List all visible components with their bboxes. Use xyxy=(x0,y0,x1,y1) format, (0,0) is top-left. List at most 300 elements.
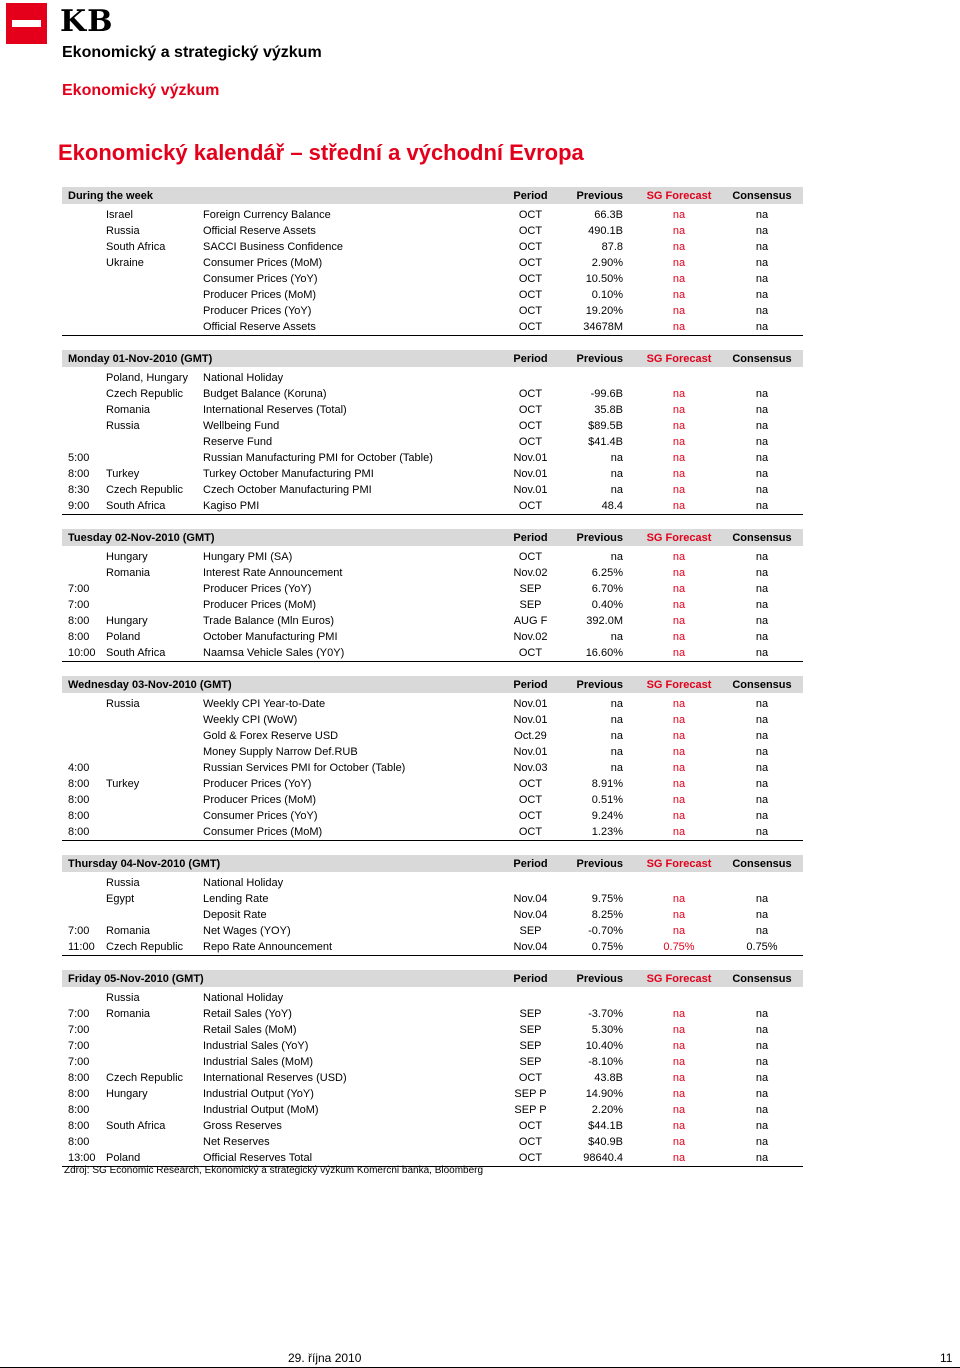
row-sg-forecast: na xyxy=(672,225,686,237)
column-period: Period xyxy=(513,679,548,691)
row-consensus: na xyxy=(755,1104,769,1116)
row-sg-forecast: na xyxy=(672,698,686,710)
row-sg-forecast: na xyxy=(672,778,686,790)
row-indicator: National Holiday xyxy=(203,877,284,889)
table-row xyxy=(62,498,803,514)
row-consensus: na xyxy=(755,826,769,838)
row-previous: 35.8B xyxy=(594,404,623,416)
row-sg-forecast: na xyxy=(672,1088,686,1100)
table-row xyxy=(62,744,803,760)
row-time: 13:00 xyxy=(68,1152,96,1164)
row-time: 9:00 xyxy=(68,500,90,512)
row-period: OCT xyxy=(518,289,543,301)
table-row xyxy=(62,645,803,661)
table-row xyxy=(62,581,803,597)
row-previous: 87.8 xyxy=(601,241,623,253)
row-previous: na xyxy=(610,551,623,563)
row-indicator: Naamsa Vehicle Sales (Y0Y) xyxy=(203,647,345,659)
row-period: OCT xyxy=(518,1120,543,1132)
row-period: Nov.04 xyxy=(513,909,548,921)
row-sg-forecast: na xyxy=(672,925,686,937)
row-period: OCT xyxy=(518,794,543,806)
row-consensus: 0.75% xyxy=(746,941,778,953)
calendar-section xyxy=(62,676,803,841)
row-indicator: Producer Prices (YoY) xyxy=(203,583,312,595)
column-sg-forecast: SG Forecast xyxy=(646,858,712,870)
row-country: Poland xyxy=(106,631,141,643)
row-consensus: na xyxy=(755,746,769,758)
row-previous: -3.70% xyxy=(588,1008,623,1020)
table-row xyxy=(62,565,803,581)
row-period: SEP xyxy=(519,1008,542,1020)
row-sg-forecast: na xyxy=(672,909,686,921)
row-period: OCT xyxy=(518,225,543,237)
table-row xyxy=(62,255,803,271)
row-country: Ukraine xyxy=(106,257,144,269)
table-row xyxy=(62,287,803,303)
row-sg-forecast: na xyxy=(672,599,686,611)
row-sg-forecast: na xyxy=(672,1104,686,1116)
kb-logo-icon xyxy=(6,3,47,44)
row-indicator: Deposit Rate xyxy=(203,909,267,921)
row-consensus: na xyxy=(755,404,769,416)
row-period: OCT xyxy=(518,1136,543,1148)
row-indicator: Consumer Prices (MoM) xyxy=(203,826,323,838)
row-sg-forecast: na xyxy=(672,257,686,269)
row-previous: 1.23% xyxy=(591,826,623,838)
column-period: Period xyxy=(513,973,548,985)
table-row xyxy=(62,319,803,335)
row-period: SEP xyxy=(519,925,542,937)
table-row xyxy=(62,1006,803,1022)
row-period: SEP xyxy=(519,583,542,595)
row-time: 8:00 xyxy=(68,794,90,806)
row-period: Nov.04 xyxy=(513,941,548,953)
row-indicator: Trade Balance (Mln Euros) xyxy=(203,615,335,627)
row-time: 8:00 xyxy=(68,631,90,643)
row-period: OCT xyxy=(518,436,543,448)
row-period: Nov.04 xyxy=(513,893,548,905)
row-consensus: na xyxy=(755,500,769,512)
row-period: OCT xyxy=(518,305,543,317)
row-indicator: Net Reserves xyxy=(203,1136,270,1148)
column-previous: Previous xyxy=(576,858,623,870)
row-consensus: na xyxy=(755,893,769,905)
table-row xyxy=(62,386,803,402)
row-previous: 34678M xyxy=(583,321,623,333)
table-row xyxy=(62,434,803,450)
row-indicator: Lending Rate xyxy=(203,893,269,905)
column-sg-forecast: SG Forecast xyxy=(646,973,712,985)
section-header xyxy=(62,676,803,693)
row-time: 5:00 xyxy=(68,452,90,464)
row-previous: na xyxy=(610,714,623,726)
table-row xyxy=(62,824,803,840)
row-country: Czech Republic xyxy=(106,484,184,496)
row-period: Oct.29 xyxy=(514,730,547,742)
row-sg-forecast: na xyxy=(672,1072,686,1084)
row-sg-forecast: 0.75% xyxy=(663,941,695,953)
row-period: SEP xyxy=(519,1056,542,1068)
row-period: OCT xyxy=(518,321,543,333)
row-indicator: Wellbeing Fund xyxy=(203,420,280,432)
table-row xyxy=(62,712,803,728)
row-indicator: Czech October Manufacturing PMI xyxy=(203,484,372,496)
row-time: 7:00 xyxy=(68,1040,90,1052)
row-consensus: na xyxy=(755,1040,769,1052)
row-time: 7:00 xyxy=(68,1056,90,1068)
row-country: South Africa xyxy=(106,500,166,512)
row-previous: 16.60% xyxy=(585,647,623,659)
department-title: Ekonomický a strategický výzkum xyxy=(62,44,322,61)
row-indicator: SACCI Business Confidence xyxy=(203,241,344,253)
row-period: OCT xyxy=(518,551,543,563)
row-previous: -8.10% xyxy=(588,1056,623,1068)
table-row xyxy=(62,223,803,239)
source-note: Zdroj: SG Economic Research, Ekonomický a strategický výzkum Komercni banka, Bloomberg xyxy=(64,1165,484,1176)
page-number: 11 xyxy=(940,1351,953,1365)
row-consensus: na xyxy=(755,810,769,822)
table-row xyxy=(62,1086,803,1102)
row-sg-forecast: na xyxy=(672,305,686,317)
row-consensus: na xyxy=(755,551,769,563)
row-country: Russia xyxy=(106,992,140,1004)
row-previous: 6.70% xyxy=(591,583,623,595)
row-indicator: Consumer Prices (MoM) xyxy=(203,257,323,269)
row-consensus: na xyxy=(755,730,769,742)
section-header xyxy=(62,529,803,546)
row-period: OCT xyxy=(518,388,543,400)
row-consensus: na xyxy=(755,1088,769,1100)
table-row xyxy=(62,613,803,629)
row-sg-forecast: na xyxy=(672,1120,686,1132)
row-indicator: October Manufacturing PMI xyxy=(203,631,338,643)
column-sg-forecast: SG Forecast xyxy=(646,679,712,691)
row-period: Nov.02 xyxy=(513,631,548,643)
row-indicator: Reserve Fund xyxy=(203,436,273,448)
row-indicator: Official Reserves Total xyxy=(203,1152,313,1164)
row-period: OCT xyxy=(518,1072,543,1084)
row-consensus: na xyxy=(755,698,769,710)
table-row xyxy=(62,271,803,287)
row-period: SEP xyxy=(519,1024,542,1036)
row-indicator: Budget Balance (Koruna) xyxy=(203,388,327,400)
row-indicator: Interest Rate Announcement xyxy=(203,567,343,579)
row-previous: na xyxy=(610,746,623,758)
row-previous: 19.20% xyxy=(585,305,623,317)
row-consensus: na xyxy=(755,1152,769,1164)
row-indicator: International Reserves (USD) xyxy=(203,1072,347,1084)
row-time: 8:00 xyxy=(68,1072,90,1084)
row-consensus: na xyxy=(755,599,769,611)
table-row xyxy=(62,303,803,319)
row-period: Nov.01 xyxy=(513,714,548,726)
row-period: AUG F xyxy=(513,615,548,627)
row-sg-forecast: na xyxy=(672,1008,686,1020)
row-previous: $89.5B xyxy=(588,420,623,432)
row-period: SEP xyxy=(519,599,542,611)
footer-date: 29. října 2010 xyxy=(288,1351,362,1365)
section-header xyxy=(62,350,803,367)
row-previous: 10.50% xyxy=(585,273,623,285)
row-time: 8:30 xyxy=(68,484,90,496)
row-indicator: Russian Services PMI for October (Table) xyxy=(203,762,406,774)
table-row xyxy=(62,418,803,434)
row-country: Poland, Hungary xyxy=(106,372,188,384)
row-consensus: na xyxy=(755,209,769,221)
row-country: Egypt xyxy=(106,893,135,905)
table-row xyxy=(62,907,803,923)
row-previous: 48.4 xyxy=(601,500,623,512)
column-period: Period xyxy=(513,532,548,544)
row-country: South Africa xyxy=(106,241,166,253)
section-header xyxy=(62,187,803,204)
row-indicator: Retail Sales (YoY) xyxy=(203,1008,292,1020)
department-subtitle: Ekonomický výzkum xyxy=(62,82,220,99)
row-consensus: na xyxy=(755,615,769,627)
column-consensus: Consensus xyxy=(732,679,792,691)
column-consensus: Consensus xyxy=(732,190,792,202)
row-time: 8:00 xyxy=(68,468,90,480)
row-sg-forecast: na xyxy=(672,1136,686,1148)
column-previous: Previous xyxy=(576,353,623,365)
calendar-section xyxy=(62,970,803,1167)
row-sg-forecast: na xyxy=(672,810,686,822)
row-period: OCT xyxy=(518,241,543,253)
row-time: 10:00 xyxy=(68,647,96,659)
row-country: Hungary xyxy=(106,551,148,563)
table-row xyxy=(62,808,803,824)
section-header xyxy=(62,855,803,872)
row-sg-forecast: na xyxy=(672,321,686,333)
row-previous: 98640.4 xyxy=(583,1152,623,1164)
row-previous: 2.20% xyxy=(591,1104,623,1116)
table-row xyxy=(62,696,803,712)
row-country: Russia xyxy=(106,420,140,432)
row-sg-forecast: na xyxy=(672,273,686,285)
row-period: SEP xyxy=(519,1040,542,1052)
row-previous: -99.6B xyxy=(590,388,623,400)
row-sg-forecast: na xyxy=(672,1024,686,1036)
table-row xyxy=(62,1022,803,1038)
table-row xyxy=(62,891,803,907)
section-title: During the week xyxy=(68,190,153,202)
row-indicator: National Holiday xyxy=(203,372,284,384)
row-time: 8:00 xyxy=(68,1136,90,1148)
row-time: 11:00 xyxy=(68,941,95,953)
row-country: Czech Republic xyxy=(106,941,184,953)
row-indicator: Industrial Output (YoY) xyxy=(203,1088,314,1100)
row-indicator: Turkey October Manufacturing PMI xyxy=(203,468,374,480)
row-previous: na xyxy=(610,452,623,464)
row-sg-forecast: na xyxy=(672,746,686,758)
row-indicator: Official Reserve Assets xyxy=(203,321,316,333)
row-previous: 8.25% xyxy=(591,909,623,921)
calendar-section xyxy=(62,187,803,336)
row-consensus: na xyxy=(755,1056,769,1068)
row-indicator: Net Wages (YOY) xyxy=(203,925,291,937)
row-consensus: na xyxy=(755,289,769,301)
row-previous: na xyxy=(610,698,623,710)
table-row xyxy=(62,728,803,744)
row-period: OCT xyxy=(518,1152,543,1164)
row-indicator: Consumer Prices (YoY) xyxy=(203,273,318,285)
row-indicator: International Reserves (Total) xyxy=(203,404,347,416)
calendar-section xyxy=(62,350,803,515)
row-period: OCT xyxy=(518,209,543,221)
row-indicator: Weekly CPI Year-to-Date xyxy=(203,698,326,710)
table-row xyxy=(62,760,803,776)
table-row xyxy=(62,207,803,223)
row-period: Nov.01 xyxy=(513,698,548,710)
row-sg-forecast: na xyxy=(672,583,686,595)
row-time: 7:00 xyxy=(68,599,90,611)
row-previous: $44.1B xyxy=(588,1120,623,1132)
row-time: 8:00 xyxy=(68,778,90,790)
row-consensus: na xyxy=(755,241,769,253)
row-country: Poland xyxy=(106,1152,141,1164)
row-previous: 10.40% xyxy=(585,1040,623,1052)
row-indicator: Gross Reserves xyxy=(203,1120,282,1132)
table-row xyxy=(62,923,803,939)
table-row xyxy=(62,1102,803,1118)
row-consensus: na xyxy=(755,1024,769,1036)
column-sg-forecast: SG Forecast xyxy=(646,190,712,202)
table-row xyxy=(62,1118,803,1134)
row-country: Israel xyxy=(106,209,133,221)
row-period: Nov.02 xyxy=(513,567,548,579)
row-sg-forecast: na xyxy=(672,1152,686,1164)
row-time: 7:00 xyxy=(68,1008,90,1020)
row-previous: 6.25% xyxy=(591,567,623,579)
table-row xyxy=(62,875,803,891)
section-title: Friday 05-Nov-2010 (GMT) xyxy=(68,973,204,985)
column-period: Period xyxy=(513,353,548,365)
row-period: OCT xyxy=(518,778,543,790)
row-time: 7:00 xyxy=(68,925,90,937)
row-sg-forecast: na xyxy=(672,631,686,643)
row-consensus: na xyxy=(755,762,769,774)
column-consensus: Consensus xyxy=(732,353,792,365)
column-previous: Previous xyxy=(576,679,623,691)
row-indicator: National Holiday xyxy=(203,992,284,1004)
row-indicator: Money Supply Narrow Def.RUB xyxy=(203,746,358,758)
row-sg-forecast: na xyxy=(672,289,686,301)
table-row xyxy=(62,1134,803,1150)
table-row xyxy=(62,482,803,498)
row-consensus: na xyxy=(755,1072,769,1084)
row-sg-forecast: na xyxy=(672,209,686,221)
row-sg-forecast: na xyxy=(672,452,686,464)
row-previous: na xyxy=(610,484,623,496)
row-period: OCT xyxy=(518,647,543,659)
row-consensus: na xyxy=(755,321,769,333)
row-consensus: na xyxy=(755,420,769,432)
row-country: Romania xyxy=(106,404,151,416)
row-sg-forecast: na xyxy=(672,468,686,480)
column-previous: Previous xyxy=(576,532,623,544)
row-consensus: na xyxy=(755,1136,769,1148)
row-indicator: Retail Sales (MoM) xyxy=(203,1024,297,1036)
row-consensus: na xyxy=(755,794,769,806)
row-sg-forecast: na xyxy=(672,551,686,563)
row-period: OCT xyxy=(518,420,543,432)
row-period: OCT xyxy=(518,826,543,838)
table-row xyxy=(62,776,803,792)
row-indicator: Consumer Prices (YoY) xyxy=(203,810,318,822)
row-indicator: Industrial Sales (MoM) xyxy=(203,1056,314,1068)
row-previous: na xyxy=(610,631,623,643)
column-consensus: Consensus xyxy=(732,858,792,870)
row-previous: 43.8B xyxy=(594,1072,623,1084)
row-sg-forecast: na xyxy=(672,241,686,253)
row-sg-forecast: na xyxy=(672,826,686,838)
column-previous: Previous xyxy=(576,190,623,202)
row-sg-forecast: na xyxy=(672,794,686,806)
column-period: Period xyxy=(513,858,548,870)
row-time: 7:00 xyxy=(68,583,90,595)
row-country: Romania xyxy=(106,925,151,937)
row-consensus: na xyxy=(755,1008,769,1020)
table-row xyxy=(62,239,803,255)
row-previous: na xyxy=(610,468,623,480)
row-sg-forecast: na xyxy=(672,714,686,726)
row-sg-forecast: na xyxy=(672,647,686,659)
row-time: 8:00 xyxy=(68,1120,90,1132)
row-country: Romania xyxy=(106,567,151,579)
row-country: Russia xyxy=(106,877,140,889)
table-row xyxy=(62,370,803,386)
row-indicator: Producer Prices (MoM) xyxy=(203,599,317,611)
row-consensus: na xyxy=(755,388,769,400)
section-title: Tuesday 02-Nov-2010 (GMT) xyxy=(68,532,215,544)
row-country: Hungary xyxy=(106,1088,148,1100)
table-row xyxy=(62,990,803,1006)
table-row xyxy=(62,1038,803,1054)
row-consensus: na xyxy=(755,452,769,464)
row-consensus: na xyxy=(755,583,769,595)
row-period: SEP P xyxy=(514,1088,547,1100)
row-time: 4:00 xyxy=(68,762,90,774)
column-consensus: Consensus xyxy=(732,532,792,544)
calendar-section xyxy=(62,855,803,956)
row-indicator: Industrial Output (MoM) xyxy=(203,1104,319,1116)
row-consensus: na xyxy=(755,257,769,269)
row-country: South Africa xyxy=(106,1120,166,1132)
row-previous: $40.9B xyxy=(588,1136,623,1148)
row-consensus: na xyxy=(755,714,769,726)
row-sg-forecast: na xyxy=(672,500,686,512)
row-indicator: Hungary PMI (SA) xyxy=(203,551,293,563)
row-previous: 66.3B xyxy=(594,209,623,221)
row-consensus: na xyxy=(755,1120,769,1132)
row-period: Nov.01 xyxy=(513,746,548,758)
row-sg-forecast: na xyxy=(672,484,686,496)
row-previous: 5.30% xyxy=(591,1024,623,1036)
row-indicator: Producer Prices (YoY) xyxy=(203,305,312,317)
row-previous: 0.40% xyxy=(591,599,623,611)
row-previous: 14.90% xyxy=(585,1088,623,1100)
column-consensus: Consensus xyxy=(732,973,792,985)
row-period: Nov.03 xyxy=(513,762,548,774)
row-previous: na xyxy=(610,762,623,774)
row-period: Nov.01 xyxy=(513,468,548,480)
row-indicator: Producer Prices (MoM) xyxy=(203,289,317,301)
row-sg-forecast: na xyxy=(672,762,686,774)
table-row xyxy=(62,549,803,565)
row-previous: 9.75% xyxy=(591,893,623,905)
row-indicator: Kagiso PMI xyxy=(203,500,260,512)
